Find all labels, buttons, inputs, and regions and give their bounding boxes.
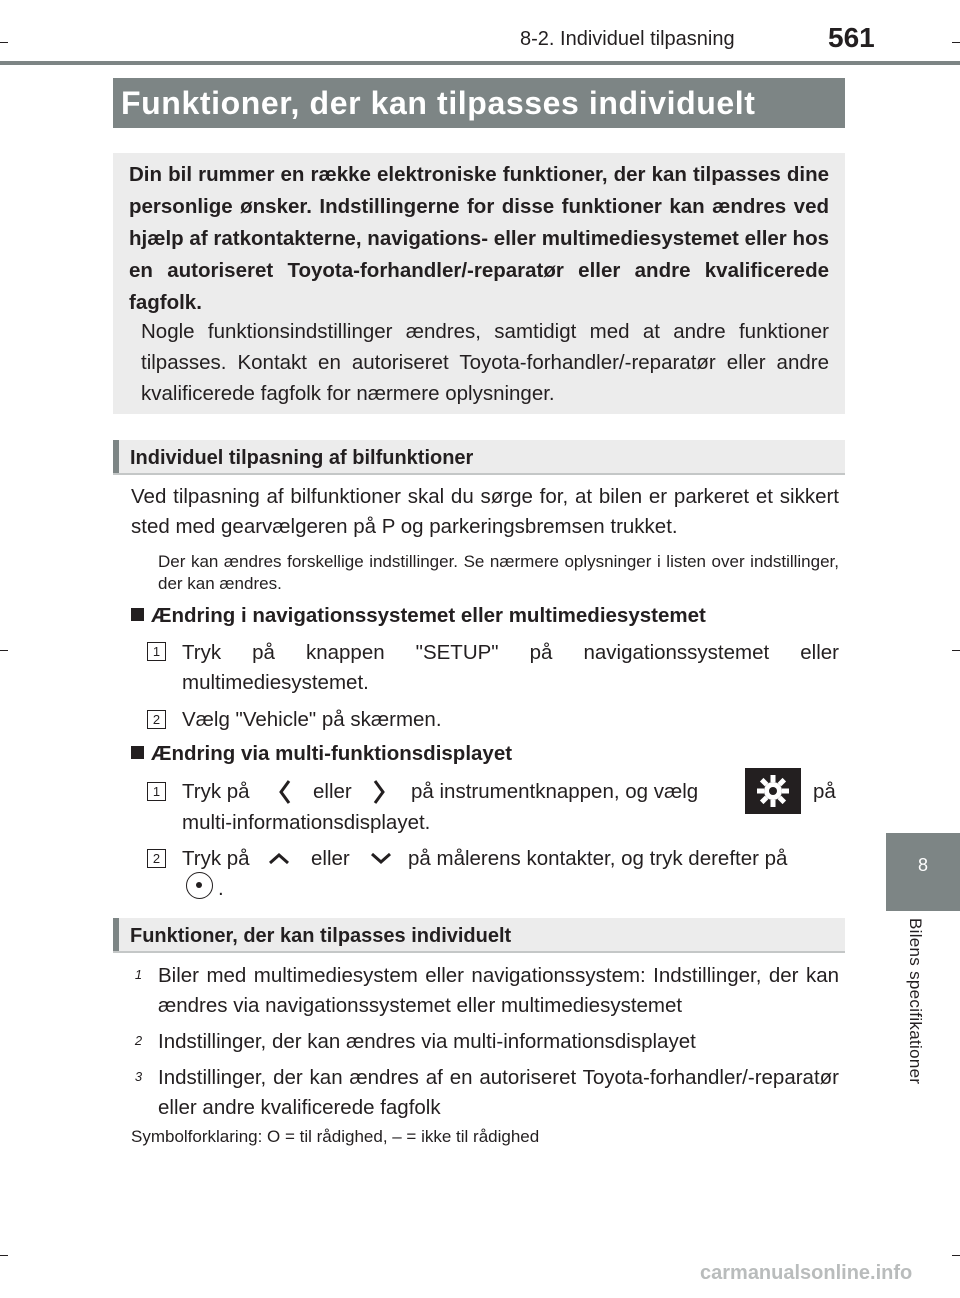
step-text-part: multi-informationsdisplayet. [182, 811, 431, 834]
step-text-part: på målerens kontakter, og tryk derefter på [408, 847, 788, 870]
settings-note: Der kan ændres forskellige indstillinger. Se nærmere oplysninger i listen over indstillinger, der kan ændres. [158, 552, 839, 593]
chapter-number: 8 [917, 855, 928, 875]
subheading-navigation [131, 604, 706, 628]
safety-paragraph: Ved tilpasning af bilfunktioner skal du sørge for, at bilen er parkeret et sikkert sted med gearvælgeren på P og parkeringsbremsen trukket. [131, 485, 839, 538]
watermark: carmanualsonline.info [700, 1262, 913, 1284]
header-rule [0, 61, 960, 65]
step-text-part: Tryk på [182, 780, 250, 803]
chevron-left-icon [276, 778, 294, 806]
subheading-multi-display-text: Ændring via multi-funktionsdisplayet [151, 742, 513, 765]
step-text-part: på instrumentknappen, og vælg [411, 780, 699, 803]
subheading-multi-display [131, 742, 512, 766]
list-item: Biler med multimediesystem eller navigationssystem: Indstillinger, der kan ændres via navigationssystemet eller multimediesystemet [158, 964, 839, 1017]
chapter-tab [886, 833, 960, 911]
step-text-part: på [813, 780, 836, 803]
page-title: Funktioner, der kan tilpasses individuelt [121, 85, 756, 121]
crop-mark [952, 42, 960, 43]
list-item: Indstillinger, der kan ændres via multi-informationsdisplayet [158, 1030, 696, 1053]
square-bullet-icon [131, 608, 144, 621]
ok-dot [196, 882, 202, 888]
ok-button-icon [186, 872, 213, 899]
step-text-part: Tryk på [182, 847, 250, 870]
crop-mark [0, 1255, 8, 1256]
item-number: 2 [134, 1033, 143, 1048]
chevron-right-icon [370, 778, 388, 806]
step-text-part: . [218, 877, 224, 900]
list-item: Indstillinger, der kan ændres af en autoriseret Toyota-forhandler/-reparatør eller andre kvalificerede fagfolk [158, 1066, 839, 1119]
symbol-legend: Symbolforklaring: O = til rådighed, – = ikke til rådighed [131, 1127, 540, 1146]
step-number: 2 [147, 849, 166, 868]
step-text-part: eller [311, 847, 350, 870]
page-title-bar [113, 78, 845, 128]
intro-text: Din bil rummer en række elektroniske funktioner, der kan tilpasses dine personlige ønsker. Indstillingerne for disse funktioner kan ændres ved hjælp af ratkontakterne, navigations- eller multimediesystemet eller hos en autoriseret Toyota-forhandler/-reparatør eller andre kvalificerede fagfolk. [129, 163, 829, 314]
page-number: 561 [828, 22, 875, 53]
chevron-down-icon [368, 850, 394, 866]
square-bullet-icon [131, 746, 144, 759]
crop-mark [0, 42, 8, 43]
chevron-up-icon [266, 850, 292, 866]
step-text: Tryk på knappen "SETUP" på navigationssystemet eller multimediesystemet. [182, 641, 839, 694]
step-number: 1 [147, 642, 166, 661]
crop-mark [0, 650, 8, 651]
settings-button-graphic [745, 768, 801, 814]
section-heading-text: Individuel tilpasning af bilfunktioner [130, 447, 474, 469]
step-text: Vælg "Vehicle" på skærmen. [182, 708, 442, 731]
section-marker [113, 918, 119, 951]
crop-mark [952, 1255, 960, 1256]
subheading-navigation-text: Ændring i navigationssystemet eller multimediesystemet [151, 604, 706, 627]
step-text-part: eller [313, 780, 352, 803]
crop-mark [952, 650, 960, 651]
running-header-section: 8-2. Individuel tilpasning [520, 28, 735, 50]
step-number: 2 [147, 710, 166, 729]
section-heading-text: Funktioner, der kan tilpasses individuelt [130, 925, 512, 947]
step-number: 1 [147, 782, 166, 801]
intro-box [113, 153, 845, 414]
intro-note: Nogle funktionsindstillinger ændres, samtidigt med at andre funktioner tilpasses. Kontakt en autoriseret Toyota-forhandler/-reparatør eller andre kvalificerede fagfolk for nærmere oplysninger. [141, 320, 829, 405]
chapter-title: Bilens specifikationer [906, 918, 925, 1085]
gear-icon [745, 768, 801, 814]
section-heading-individual [113, 440, 845, 475]
item-number: 1 [134, 967, 143, 982]
item-number: 3 [134, 1069, 143, 1084]
section-heading-functions [113, 918, 845, 953]
section-marker [113, 440, 119, 473]
